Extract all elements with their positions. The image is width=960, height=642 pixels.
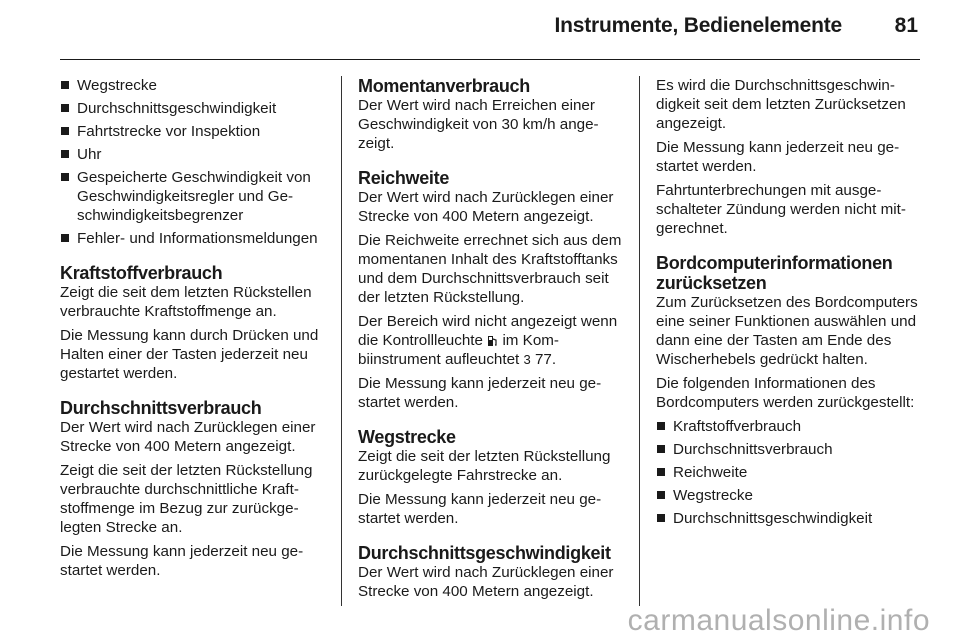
- section-heading: Bordcomputerinformationen zurücksetzen: [656, 253, 893, 293]
- paragraph: Die Messung kann jederzeit neu gestartet werden.: [358, 375, 602, 411]
- page-number: 81: [894, 14, 918, 37]
- list-item: Durchschnittsgeschwindigkeit: [656, 509, 922, 528]
- section-durchschnittsverbrauch: [60, 398, 326, 580]
- paragraph: Die Reichweite errechnet sich aus dem momentanen Inhalt des Kraftstofftanks und dem Durchschnittsverbrauch seit der letzten Rückstellung.: [358, 232, 622, 306]
- list-item: Durchschnittsverbrauch: [656, 440, 922, 459]
- column-divider: [639, 76, 640, 606]
- paragraph: Der Wert wird nach Zurücklegen einer Strecke von 400 Metern angezeigt.: [358, 189, 614, 225]
- section-bordcomputer-reset: [656, 253, 922, 528]
- paragraph: Fahrtunterbrechungen mit ausgeschalteter Zündung werden nicht mitgerechnet.: [656, 182, 906, 237]
- section-heading: Kraftstoffverbrauch: [60, 263, 223, 283]
- page-header: [0, 0, 960, 60]
- paragraph: [358, 312, 624, 369]
- paragraph: Der Wert wird nach Zurücklegen einer Strecke von 400 Metern angezeigt.: [60, 419, 316, 455]
- paragraph: Die Messung kann jederzeit neu gestartet werden.: [358, 491, 602, 527]
- reference-arrow: 3: [523, 352, 531, 367]
- section-kraftstoffverbrauch: [60, 263, 326, 383]
- paragraph: Zeigt die seit der letzten Rückstellung verbrauchte durchschnittliche Kraftstoffmenge im Bezug zur zurückgelegten Strecke an.: [60, 462, 313, 536]
- paragraph: Es wird die Durchschnittsgeschwindigkeit seit dem letzten Zurücksetzen angezeigt.: [656, 77, 906, 132]
- paragraph: Die Messung kann jederzeit neu gestartet werden.: [656, 139, 900, 175]
- paragraph: Der Wert wird nach Zurücklegen einer Strecke von 400 Metern angezeigt.: [358, 564, 614, 600]
- list-item: Wegstrecke: [60, 76, 326, 95]
- column-divider: [341, 76, 342, 606]
- section-wegstrecke: [358, 427, 624, 528]
- list-item: Gespeicherte Geschwindigkeit von Geschwindigkeitsregler und Geschwindigkeitsbegrenzer: [60, 168, 326, 225]
- paragraph: Der Wert wird nach Erreichen einer Geschwindigkeit von 30 km/h angezeigt.: [358, 97, 599, 152]
- paragraph: Die Messung kann durch Drücken und Halten einer der Tasten jederzeit neu gestartet werden.: [60, 327, 319, 382]
- section-momentanverbrauch: [358, 76, 624, 153]
- reset-items-list: [656, 417, 922, 528]
- section-durchschnittsgeschwindigkeit: [358, 543, 624, 601]
- list-item: Reichweite: [656, 463, 922, 482]
- list-item: Uhr: [60, 145, 326, 164]
- paragraph: Die folgenden Informationen des Bordcomputers werden zurückgestellt:: [656, 375, 915, 411]
- paragraph: Zeigt die seit dem letzten Rückstellen verbrauchte Kraftstoffmenge an.: [60, 284, 312, 320]
- section-reichweite: [358, 168, 624, 412]
- page-title: Instrumente, Bedienelemente: [554, 14, 842, 37]
- section-heading: Durchschnittsverbrauch: [60, 398, 262, 418]
- paragraph-text: im Kombiinstrument aufleuchtet: [358, 332, 559, 368]
- watermark: carmanualsonline.info: [627, 604, 930, 637]
- paragraph-text: Der Bereich wird nicht angezeigt wenn die Kontrollleuchte: [358, 313, 618, 349]
- list-item: Fahrtstrecke vor Inspektion: [60, 122, 326, 141]
- section-heading: Durchschnittsgeschwindigkeit: [358, 543, 611, 563]
- section-heading: Wegstrecke: [358, 427, 456, 447]
- column-2: [358, 76, 624, 606]
- list-item: Durchschnittsgeschwindigkeit: [60, 99, 326, 118]
- fuel-pump-icon: [487, 334, 498, 347]
- section-heading: Momentanverbrauch: [358, 76, 530, 96]
- column-1: [60, 76, 326, 585]
- paragraph: Die Messung kann jederzeit neu gestartet werden.: [60, 543, 304, 579]
- section-heading: Reichweite: [358, 168, 450, 188]
- paragraph: Zum Zurücksetzen des Bordcomputers eine seiner Funktionen auswählen und dann eine der Tasten am Ende des Wischerhebels gedrückt halten.: [656, 294, 918, 368]
- header-rule: [60, 59, 920, 60]
- list-item: Wegstrecke: [656, 486, 922, 505]
- list-item: Kraftstoffverbrauch: [656, 417, 922, 436]
- display-items-list: [60, 76, 326, 248]
- column-3: [656, 76, 922, 532]
- list-item: Fehler- und Informationsmeldungen: [60, 229, 326, 248]
- page-reference-link[interactable]: 77.: [534, 351, 557, 368]
- paragraph: Zeigt die seit der letzten Rückstellung zurückgelegte Fahrstrecke an.: [358, 448, 611, 484]
